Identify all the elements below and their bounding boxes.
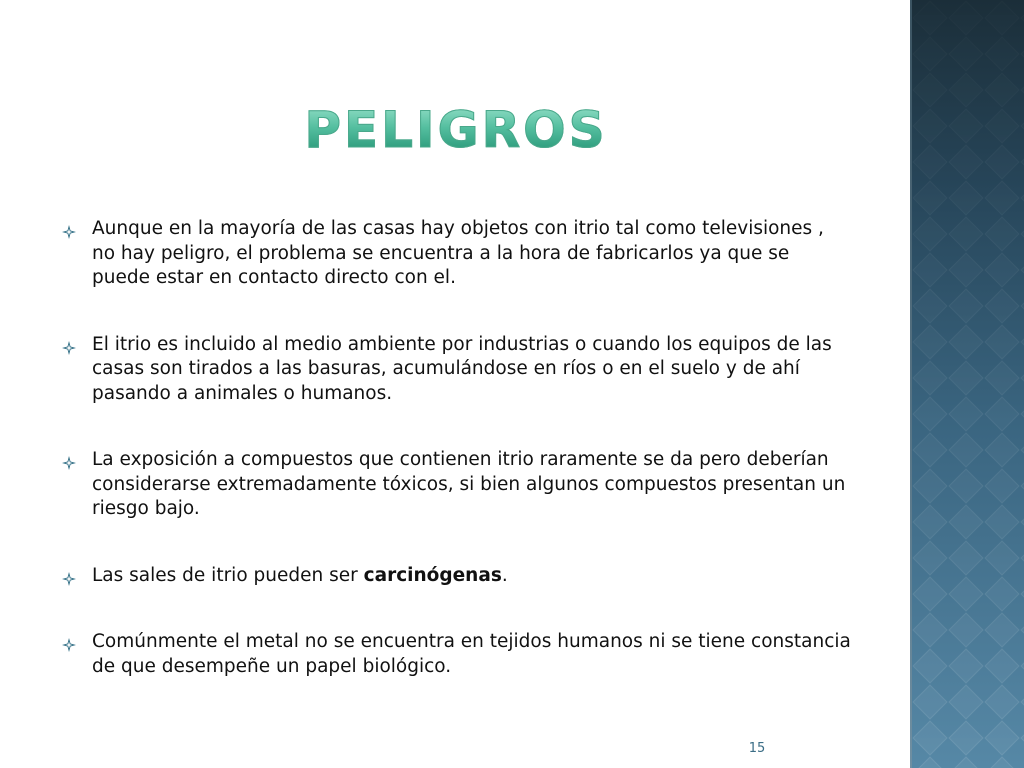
diamond-pattern xyxy=(912,0,1024,768)
bullet-text-5: Comúnmente el metal no se encuentra en tejidos humanos ni se tiene constancia de que desempeñe un papel biológico. xyxy=(92,631,851,677)
bullet-item-4 xyxy=(62,564,852,589)
bullet-item-5 xyxy=(62,630,852,679)
four-point-diamond-bullet-icon xyxy=(62,572,76,586)
four-point-diamond-bullet-icon xyxy=(62,341,76,355)
bullet-text-3: La exposición a compuestos que contienen itrio raramente se da pero deberían considerarse extremadamente tóxicos, si bien algunos compuestos presentan un riesgo bajo. xyxy=(92,449,846,519)
decorative-side-panel xyxy=(912,0,1024,768)
four-point-diamond-bullet-icon xyxy=(62,456,76,470)
bullet-text-1: Aunque en la mayoría de las casas hay objetos con itrio tal como televisiones , no hay peligro, el problema se encuentra a la hora de fabricarlos ya que se puede estar en contacto directo con el. xyxy=(92,218,824,288)
bullet-text-4-before: Las sales de itrio pueden ser xyxy=(92,564,364,586)
bullet-item-1 xyxy=(62,217,852,291)
bullet-list xyxy=(62,217,852,721)
bullet-text-2: El itrio es incluido al medio ambiente por industrias o cuando los equipos de las casas son tirados a las basuras, acumulándose en ríos o en el suelo y de ahí pasando a animales o humanos. xyxy=(92,333,832,404)
four-point-diamond-bullet-icon xyxy=(62,225,76,239)
four-point-diamond-bullet-icon xyxy=(62,638,76,652)
slide-title-text: PELIGROS xyxy=(304,101,608,159)
bullet-text-4-after: . xyxy=(501,564,508,586)
bullet-item-3 xyxy=(62,448,852,522)
bullet-text-4-bold-term: carcinógenas xyxy=(363,564,502,586)
bullet-item-2 xyxy=(62,333,852,407)
slide-title xyxy=(300,100,612,160)
page-number: 15 xyxy=(748,741,766,756)
